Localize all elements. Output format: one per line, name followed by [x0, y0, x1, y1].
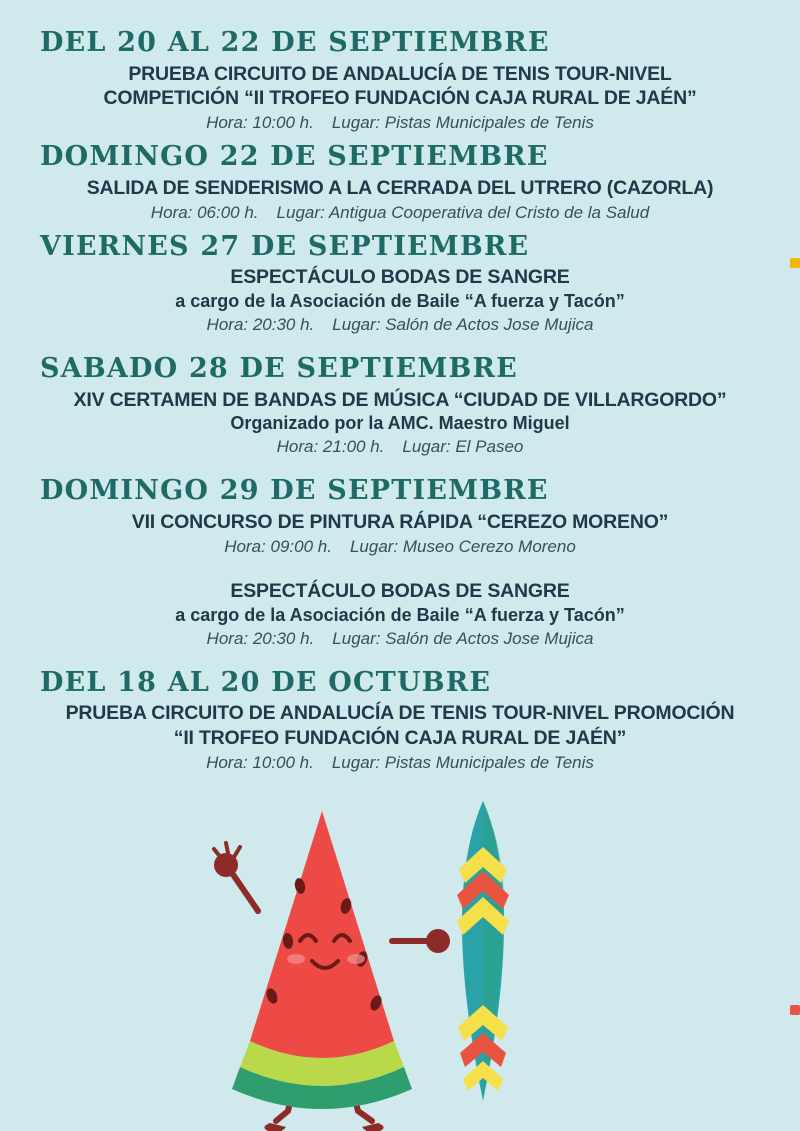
event-place: Lugar: Pistas Municipales de Tenis — [331, 752, 594, 772]
event-title-line: PRUEBA CIRCUITO DE ANDALUCÍA DE TENIS TOUR-NIVEL PROMOCIÓN — [65, 702, 735, 725]
event-subtitle: Organizado por la AMC. Maestro Miguel — [230, 413, 570, 434]
event-place: Lugar: Museo Cerezo Moreno — [349, 536, 576, 556]
event-time: Hora: 20:30 h. — [206, 314, 315, 334]
event-details — [28, 202, 772, 224]
watermelon-character-with-surfboard-illustration — [0, 791, 800, 1131]
event-details — [28, 536, 772, 558]
event-details — [28, 112, 772, 134]
event-time: Hora: 09:00 h. — [224, 536, 332, 556]
event-place: Lugar: Salón de Actos Jose Mujica — [332, 314, 594, 334]
event-date: SABADO 28 DE SEPTIEMBRE — [40, 353, 518, 384]
decorative-mark-yellow — [790, 258, 800, 268]
event-title-line: ESPECTÁCULO BODAS DE SANGRE — [230, 579, 570, 602]
event-title-line: SALIDA DE SENDERISMO A LA CERRADA DEL UTRERO (CAZORLA) — [86, 176, 714, 199]
event-details — [28, 628, 772, 650]
event-date: VIERNES 27 DE SEPTIEMBRE — [40, 230, 530, 262]
event-time: Hora: 06:00 h. — [150, 202, 259, 222]
event-item — [28, 352, 772, 458]
event-time: Hora: 10:00 h. — [206, 113, 314, 133]
event-time: Hora: 10:00 h. — [206, 752, 314, 772]
event-item — [28, 140, 772, 223]
event-details — [28, 436, 772, 458]
event-time: Hora: 21:00 h. — [276, 437, 385, 457]
event-title-line: PRUEBA CIRCUITO DE ANDALUCÍA DE TENIS TOUR-NIVEL — [128, 62, 672, 85]
event-place: Lugar: El Paseo — [402, 437, 524, 457]
event-time: Hora: 20:30 h. — [206, 628, 315, 648]
event-date: DEL 18 AL 20 DE OCTUBRE — [40, 666, 492, 698]
event-details — [28, 314, 772, 336]
event-place: Lugar: Antigua Cooperativa del Cristo de la Salud — [276, 202, 650, 222]
event-item — [28, 474, 772, 557]
event-item — [28, 230, 772, 336]
event-details — [28, 752, 772, 774]
event-item — [28, 580, 772, 650]
event-date: DOMINGO 29 DE SEPTIEMBRE — [40, 475, 549, 507]
event-place: Lugar: Salón de Actos Jose Mujica — [332, 628, 594, 648]
event-title-line: “II TROFEO FUNDACIÓN CAJA RURAL DE JAÉN” — [173, 726, 627, 749]
event-title-line: COMPETICIÓN “II TROFEO FUNDACIÓN CAJA RURAL DE JAÉN” — [103, 87, 697, 110]
event-item — [28, 666, 772, 774]
event-item — [28, 26, 772, 134]
event-date: DOMINGO 22 DE SEPTIEMBRE — [40, 141, 549, 173]
event-place: Lugar: Pistas Municipales de Tenis — [331, 113, 594, 133]
event-title-line: VII CONCURSO DE PINTURA RÁPIDA “CEREZO MORENO” — [131, 510, 669, 533]
event-title-line: XIV CERTAMEN DE BANDAS DE MÚSICA “CIUDAD DE VILLARGORDO” — [73, 388, 727, 411]
event-subtitle: a cargo de la Asociación de Baile “A fuerza y Tacón” — [175, 604, 625, 625]
event-subtitle: a cargo de la Asociación de Baile “A fuerza y Tacón” — [175, 290, 625, 311]
event-title-line: ESPECTÁCULO BODAS DE SANGRE — [230, 266, 570, 289]
event-date: DEL 20 AL 22 DE SEPTIEMBRE — [40, 27, 550, 58]
